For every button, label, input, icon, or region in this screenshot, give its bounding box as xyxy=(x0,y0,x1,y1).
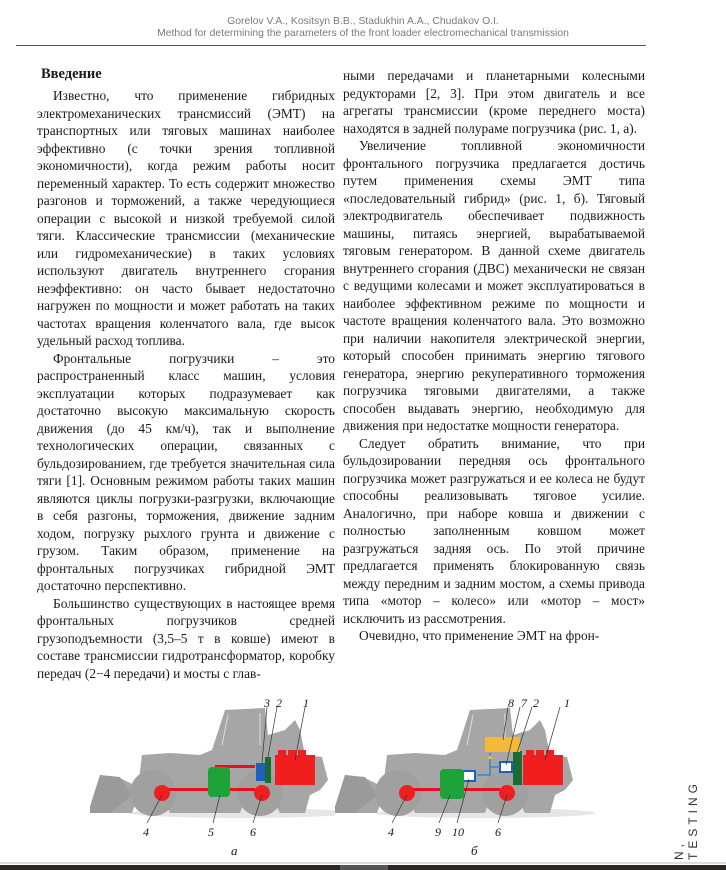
label-2-b: 2 xyxy=(533,696,539,710)
label-4-b: 4 xyxy=(388,825,394,839)
figure-1 xyxy=(90,695,650,860)
label-1-b: 1 xyxy=(564,696,570,710)
left-column xyxy=(37,66,335,682)
header-divider xyxy=(16,45,646,46)
label-8: 8 xyxy=(508,696,514,710)
label-2: 2 xyxy=(276,696,282,710)
label-3: 3 xyxy=(264,696,270,710)
paragraph: ными передачами и планетарными колесными редукторами [2, 3]. При этом двигатель и все агрегаты трансмиссии (кроме переднего моста) находятся в задней полураме погрузчика (рис. 1, а). xyxy=(343,68,645,136)
caption-a: а xyxy=(231,843,238,858)
paragraph: Следует обратить внимание, что при бульдозировании передняя ось фронтального погрузчика может разгружаться и ее колеса не будут способны реализовывать тяговое усилие. Аналогично, при наборе ковша и движении с полностью заполненным ковшом может разгружаться задняя ось. По этой причине предлагается применять блокированную связь между передним и задним мостом, а схемы привода типа «мотор – колесо» или «мотор – мост» исключить из рассмотрения. xyxy=(343,435,645,626)
paragraph: Известно, что применение гибридных электромеханических трансмиссий (ЭМТ) на транспортных или тяговых машинах наиболее эффективно (с точки зрения топливной экономичности), когда режим работы носит переменный характер. То есть содержит множество разгонов и торможений, а также чередующиеся операции с высокой и низкой требуемой силой тяги. Классические трансмиссии (механические или гидромеханические) в таких условиях используют двигатель внутреннего сгорания неэффективно: он часто бывает недостаточно нагружен по мощности и может работать на таких частотах вращения коленчатого вала, где высок удельный расход топлива. xyxy=(37,88,335,348)
paragraph: Фронтальные погрузчики – это распространенный класс машин, условия эксплуатации которых подразумевает как достаточно высокую максимальную скорость движения (до 45 км/ч), так и выполнение технологических операции, связанных с бульдозированием, где требуется значительная сила тяги [1]. Основным режимом работы таких машин являются циклы погрузки-разгрузки, включающие в себя разгоны, торможения, движение задним ходом, погрузку рыхлого грунта и движение с грузом. Таким образом, применение на фронтальных погрузчиках гибридной ЭМТ достаточно перспективно. xyxy=(37,350,335,593)
paragraph: Очевидно, что применение ЭМТ на фрон- xyxy=(359,628,600,643)
section-title: Введение xyxy=(41,66,102,82)
right-column xyxy=(343,67,645,645)
label-4: 4 xyxy=(143,825,149,839)
label-5: 5 xyxy=(208,825,214,839)
running-header xyxy=(0,16,726,40)
label-6: 6 xyxy=(250,825,256,839)
side-running-text: N, TESTING xyxy=(672,779,700,860)
paragraph: Большинство существующих в настоящее время фронтальных погрузчиков средней грузоподъемности (3,5–5 т в ковше) имеют в составе трансмиссии гидротрансформатор, коробку передач (2−4 передачи) и мосты с глав- xyxy=(37,595,335,681)
header-title: Method for determining the parameters of the front loader electromechanical transmission xyxy=(157,28,569,39)
bottom-band-segment xyxy=(340,865,388,870)
label-6-b: 6 xyxy=(495,825,501,839)
loader-diagram-b xyxy=(335,695,600,860)
bottom-divider xyxy=(0,862,726,864)
label-9: 9 xyxy=(435,825,441,839)
label-10: 10 xyxy=(452,825,464,839)
label-1: 1 xyxy=(303,696,309,710)
caption-b: б xyxy=(471,843,478,858)
header-authors: Gorelov V.A., Kositsyn B.B., Stadukhin A.A., Chudakov O.I. xyxy=(227,16,499,27)
bottom-band xyxy=(0,865,726,870)
label-7: 7 xyxy=(521,696,527,710)
paragraph: Увеличение топливной экономичности фронтального погрузчика предлагается достичь путем применения схемы ЭМТ типа «последовательный гибрид» (рис. 1, б). Тяговый электродвигатель обеспечивает подвижность машины, питаясь энергией, вырабатываемой тяговым генератором. В данной схеме двигатель внутреннего сгорания (ДВС) механически не связан с ведущими колесами и может эксплуатироваться в наиболее эффективном режиме по мощности и частоте вращения коленчатого вала. Это возможно при наличии накопителя электрической энергии, который способен принимать энергию тягового генератора, энергию рекуперативного торможения погрузчика тяговыми двигателями, а также способен выдавать энергию, необходимую для движения при недостатке мощности генератора. xyxy=(343,138,645,433)
